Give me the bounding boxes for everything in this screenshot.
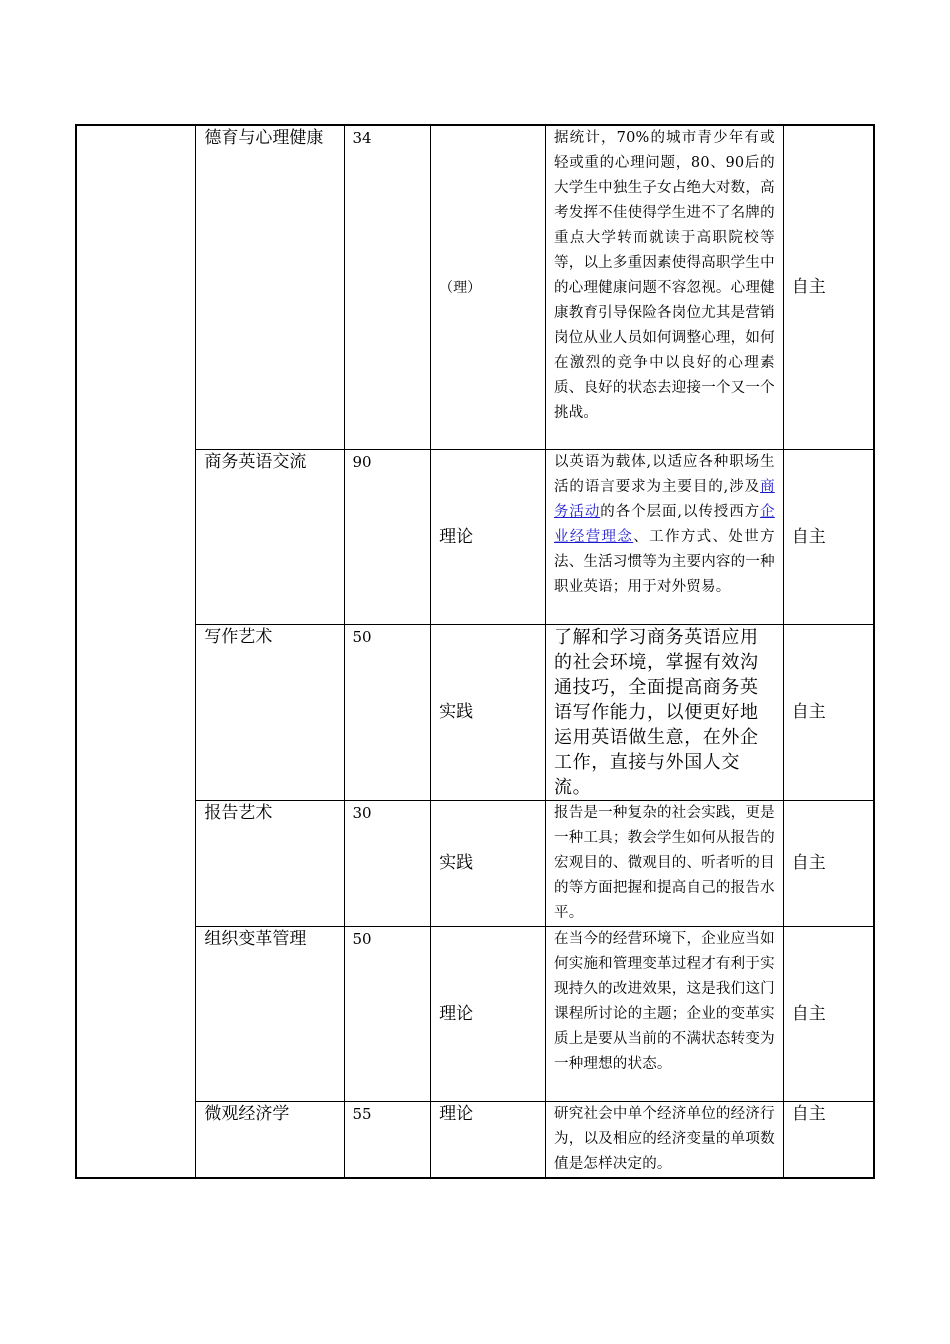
table-row — [76, 800, 874, 926]
table-row — [76, 624, 874, 800]
course-type-cell — [431, 1101, 546, 1178]
table-row — [76, 125, 874, 449]
course-name-cell — [196, 800, 344, 926]
desc-text: 以英语为载体,以适应各种职场生活的语言要求为主要目的,涉及 — [554, 453, 775, 495]
course-mode-cell — [783, 926, 874, 1101]
table-row — [76, 926, 874, 1101]
course-type: 理论 — [439, 526, 474, 547]
course-mode: 自主 — [791, 702, 826, 722]
course-mode-cell — [783, 624, 874, 800]
course-type: （理） — [439, 279, 482, 296]
course-hours: 50 — [352, 627, 372, 646]
course-desc-cell — [546, 125, 784, 449]
course-hours-cell — [344, 624, 431, 800]
course-type: 实践 — [439, 853, 474, 873]
course-name: 德育与心理健康 — [204, 128, 324, 148]
course-type: 理论 — [439, 1103, 474, 1124]
course-desc-cell — [546, 449, 784, 624]
course-desc-cell — [546, 1101, 784, 1178]
table-row — [76, 449, 874, 624]
course-name: 微观经济学 — [204, 1103, 290, 1124]
course-description — [554, 450, 775, 600]
table-row — [76, 1101, 874, 1178]
course-name: 写作艺术 — [204, 626, 273, 647]
blank-category-cell — [76, 125, 196, 1178]
course-description: 在当今的经营环境下，企业应当如何实施和管理变革过程才有利于实现持久的改进效果，这是我们这门课程所讨论的主题；企业的变革实质上是要从当前的不满状态转变为一种理想的状态。 — [554, 930, 775, 1072]
course-hours-cell — [344, 800, 431, 926]
course-mode: 自主 — [791, 277, 826, 298]
course-type-cell — [431, 449, 546, 624]
course-description: 研究社会中单个经济单位的经济行为，以及相应的经济变量的单项数值是怎样决定的。 — [554, 1105, 775, 1172]
course-description: 据统计，70%的城市青少年有或轻或重的心理问题，80、90后的大学生中独生子女占绝大对数，高考发挥不佳使得学生进不了名牌的重点大学转而就读于高职院校等等，以上多重因素使得高职学生中的心理健康问题不容忽视。心理健康教育引导保险各岗位尤其是营销岗位从业人员如何调整心理，如何在激烈的竞争中以良好的心理素质、良好的状态去迎接一个又一个挑战。 — [554, 130, 775, 421]
course-mode-cell — [783, 125, 874, 449]
course-table — [75, 124, 875, 1179]
business-activity-link[interactable]: 商务活动 — [554, 478, 775, 520]
course-hours: 30 — [352, 803, 372, 822]
course-name: 组织变革管理 — [204, 928, 307, 949]
course-mode-cell — [783, 800, 874, 926]
business-philosophy-link[interactable]: 企业经营理念 — [554, 503, 775, 545]
course-description: 报告是一种复杂的社会实践，更是一种工具；教会学生如何从报告的宏观目的、微观目的、听者听的目的等方面把握和提高自己的报告水平。 — [554, 804, 775, 921]
course-name-cell — [196, 1101, 344, 1178]
course-hours-cell — [344, 125, 431, 449]
course-name-cell — [196, 449, 344, 624]
course-description: 了解和学习商务英语应用的社会环境，掌握有效沟通技巧，全面提高商务英语写作能力，以便更好地运用英语做生意，在外企工作，直接与外国人交流。 — [554, 626, 759, 798]
course-mode: 自主 — [791, 853, 826, 873]
course-hours: 50 — [352, 929, 372, 948]
course-mode: 自主 — [791, 1003, 826, 1024]
course-name-cell — [196, 125, 344, 449]
course-name-cell — [196, 624, 344, 800]
course-desc-cell — [546, 624, 784, 800]
course-hours: 55 — [352, 1104, 372, 1123]
course-type: 理论 — [439, 1003, 474, 1024]
course-hours-cell — [344, 926, 431, 1101]
course-hours: 90 — [352, 452, 372, 471]
course-mode-cell — [783, 1101, 874, 1178]
course-type: 实践 — [439, 702, 474, 722]
course-desc-cell — [546, 926, 784, 1101]
course-name: 商务英语交流 — [204, 451, 307, 472]
course-hours-cell — [344, 449, 431, 624]
desc-text: 的各个层面,以传授西方 — [600, 503, 761, 520]
course-type-cell — [431, 125, 546, 449]
course-mode: 自主 — [791, 1103, 826, 1124]
course-type-cell — [431, 624, 546, 800]
course-mode: 自主 — [791, 526, 826, 547]
course-mode-cell — [783, 449, 874, 624]
desc-text: 、工作方式、处世方法、生活习惯等为主要内容的一种职业英语；用于对外贸易。 — [554, 528, 775, 595]
course-hours-cell — [344, 1101, 431, 1178]
course-desc-cell — [546, 800, 784, 926]
course-hours: 34 — [352, 129, 372, 147]
course-type-cell — [431, 926, 546, 1101]
course-type-cell — [431, 800, 546, 926]
course-name-cell — [196, 926, 344, 1101]
course-name: 报告艺术 — [204, 802, 273, 823]
